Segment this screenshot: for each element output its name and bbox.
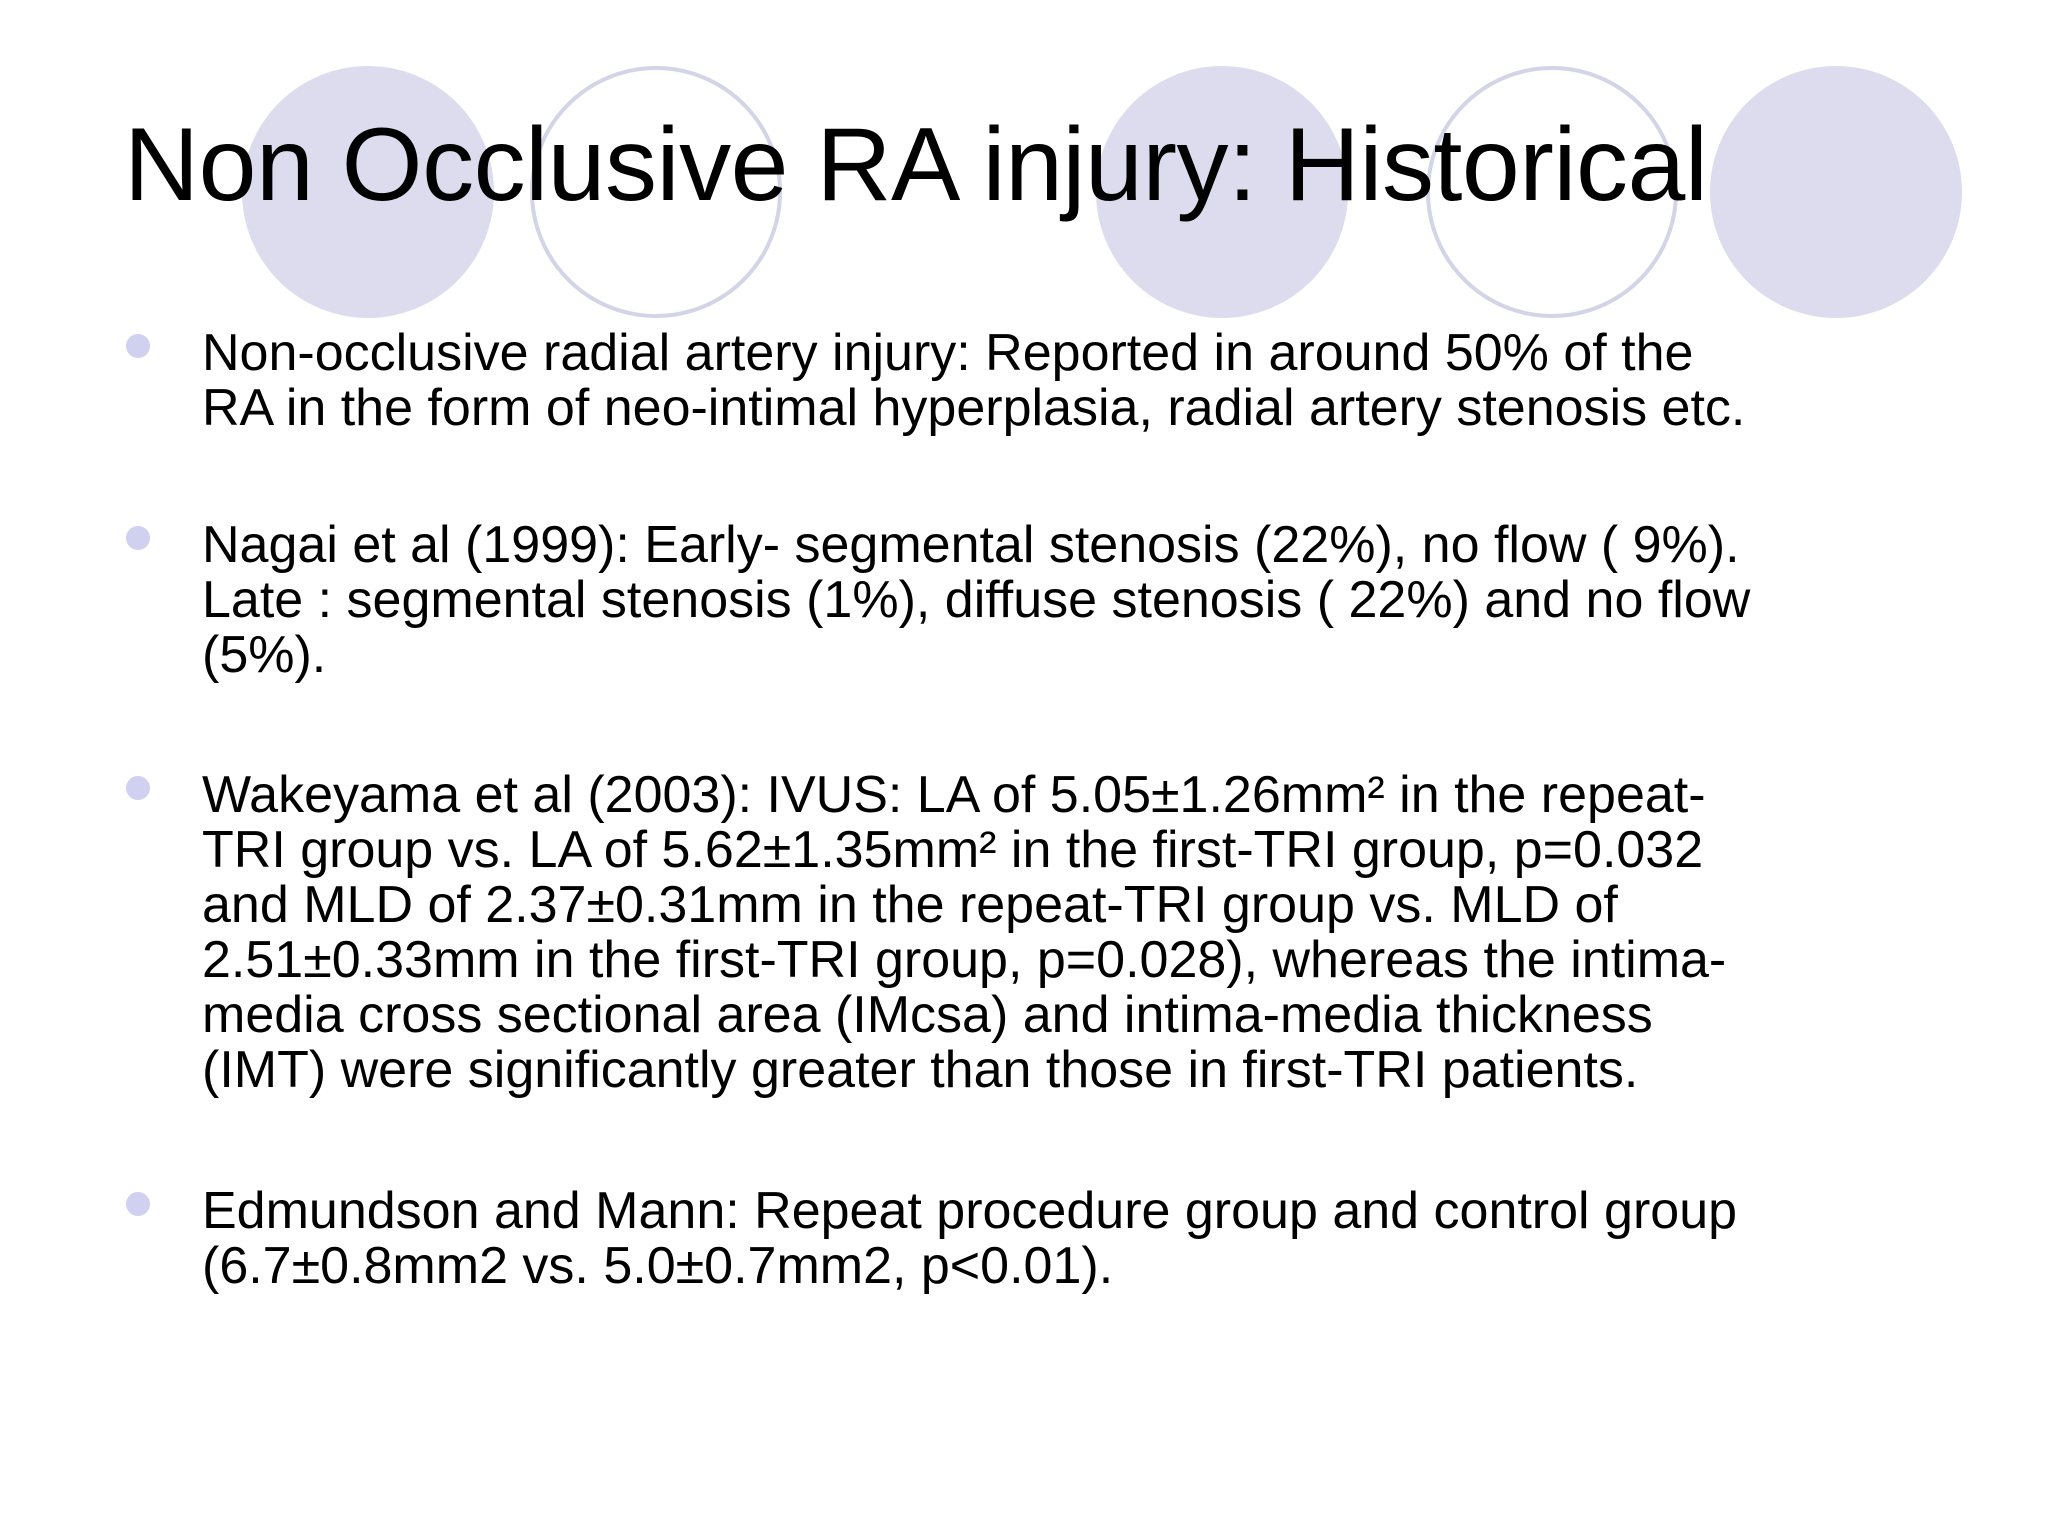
- bullet-line: RA in the form of neo-intimal hyperplasia, radial artery stenosis etc.: [202, 379, 1746, 437]
- bullet-line: (5%).: [202, 626, 327, 684]
- bullet-line: Late : segmental stenosis (1%), diffuse stenosis ( 22%) and no flow: [202, 571, 1751, 629]
- decor-circle-filled-3: [1710, 66, 1962, 318]
- bullet-line: and MLD of 2.37±0.31mm in the repeat-TRI group vs. MLD of: [202, 876, 1618, 934]
- slide-title: Non Occlusive RA injury: Historical: [124, 107, 1708, 223]
- bullet-line: (IMT) were significantly greater than those in first-TRI patients.: [202, 1041, 1639, 1099]
- bullet-line: Wakeyama et al (2003): IVUS: LA of 5.05±1.26mm² in the repeat-: [202, 766, 1706, 824]
- bullet-line: Edmundson and Mann: Repeat procedure group and control group: [202, 1182, 1738, 1240]
- bullet-line: media cross sectional area (IMcsa) and intima-media thickness: [202, 986, 1653, 1044]
- bullet-line: Nagai et al (1999): Early- segmental stenosis (22%), no flow ( 9%).: [202, 516, 1740, 574]
- bullet-item-nagai: [202, 518, 1962, 683]
- bullet-line: 2.51±0.33mm in the first-TRI group, p=0.028), whereas the intima-: [202, 931, 1727, 989]
- bullet-dot-icon: [126, 776, 150, 800]
- bullet-dot-icon: [126, 1192, 150, 1216]
- bullet-dot-icon: [126, 526, 150, 550]
- bullet-dot-icon: [126, 334, 150, 358]
- bullet-item-edmundson: [202, 1184, 1962, 1294]
- bullet-line: TRI group vs. LA of 5.62±1.35mm² in the first-TRI group, p=0.032: [202, 821, 1704, 879]
- bullet-item-wakeyama: [202, 768, 1962, 1098]
- bullet-line: (6.7±0.8mm2 vs. 5.0±0.7mm2, p<0.01).: [202, 1237, 1114, 1295]
- bullet-item-nonocclusive: [202, 326, 1962, 436]
- bullet-line: Non-occlusive radial artery injury: Reported in around 50% of the: [202, 324, 1694, 382]
